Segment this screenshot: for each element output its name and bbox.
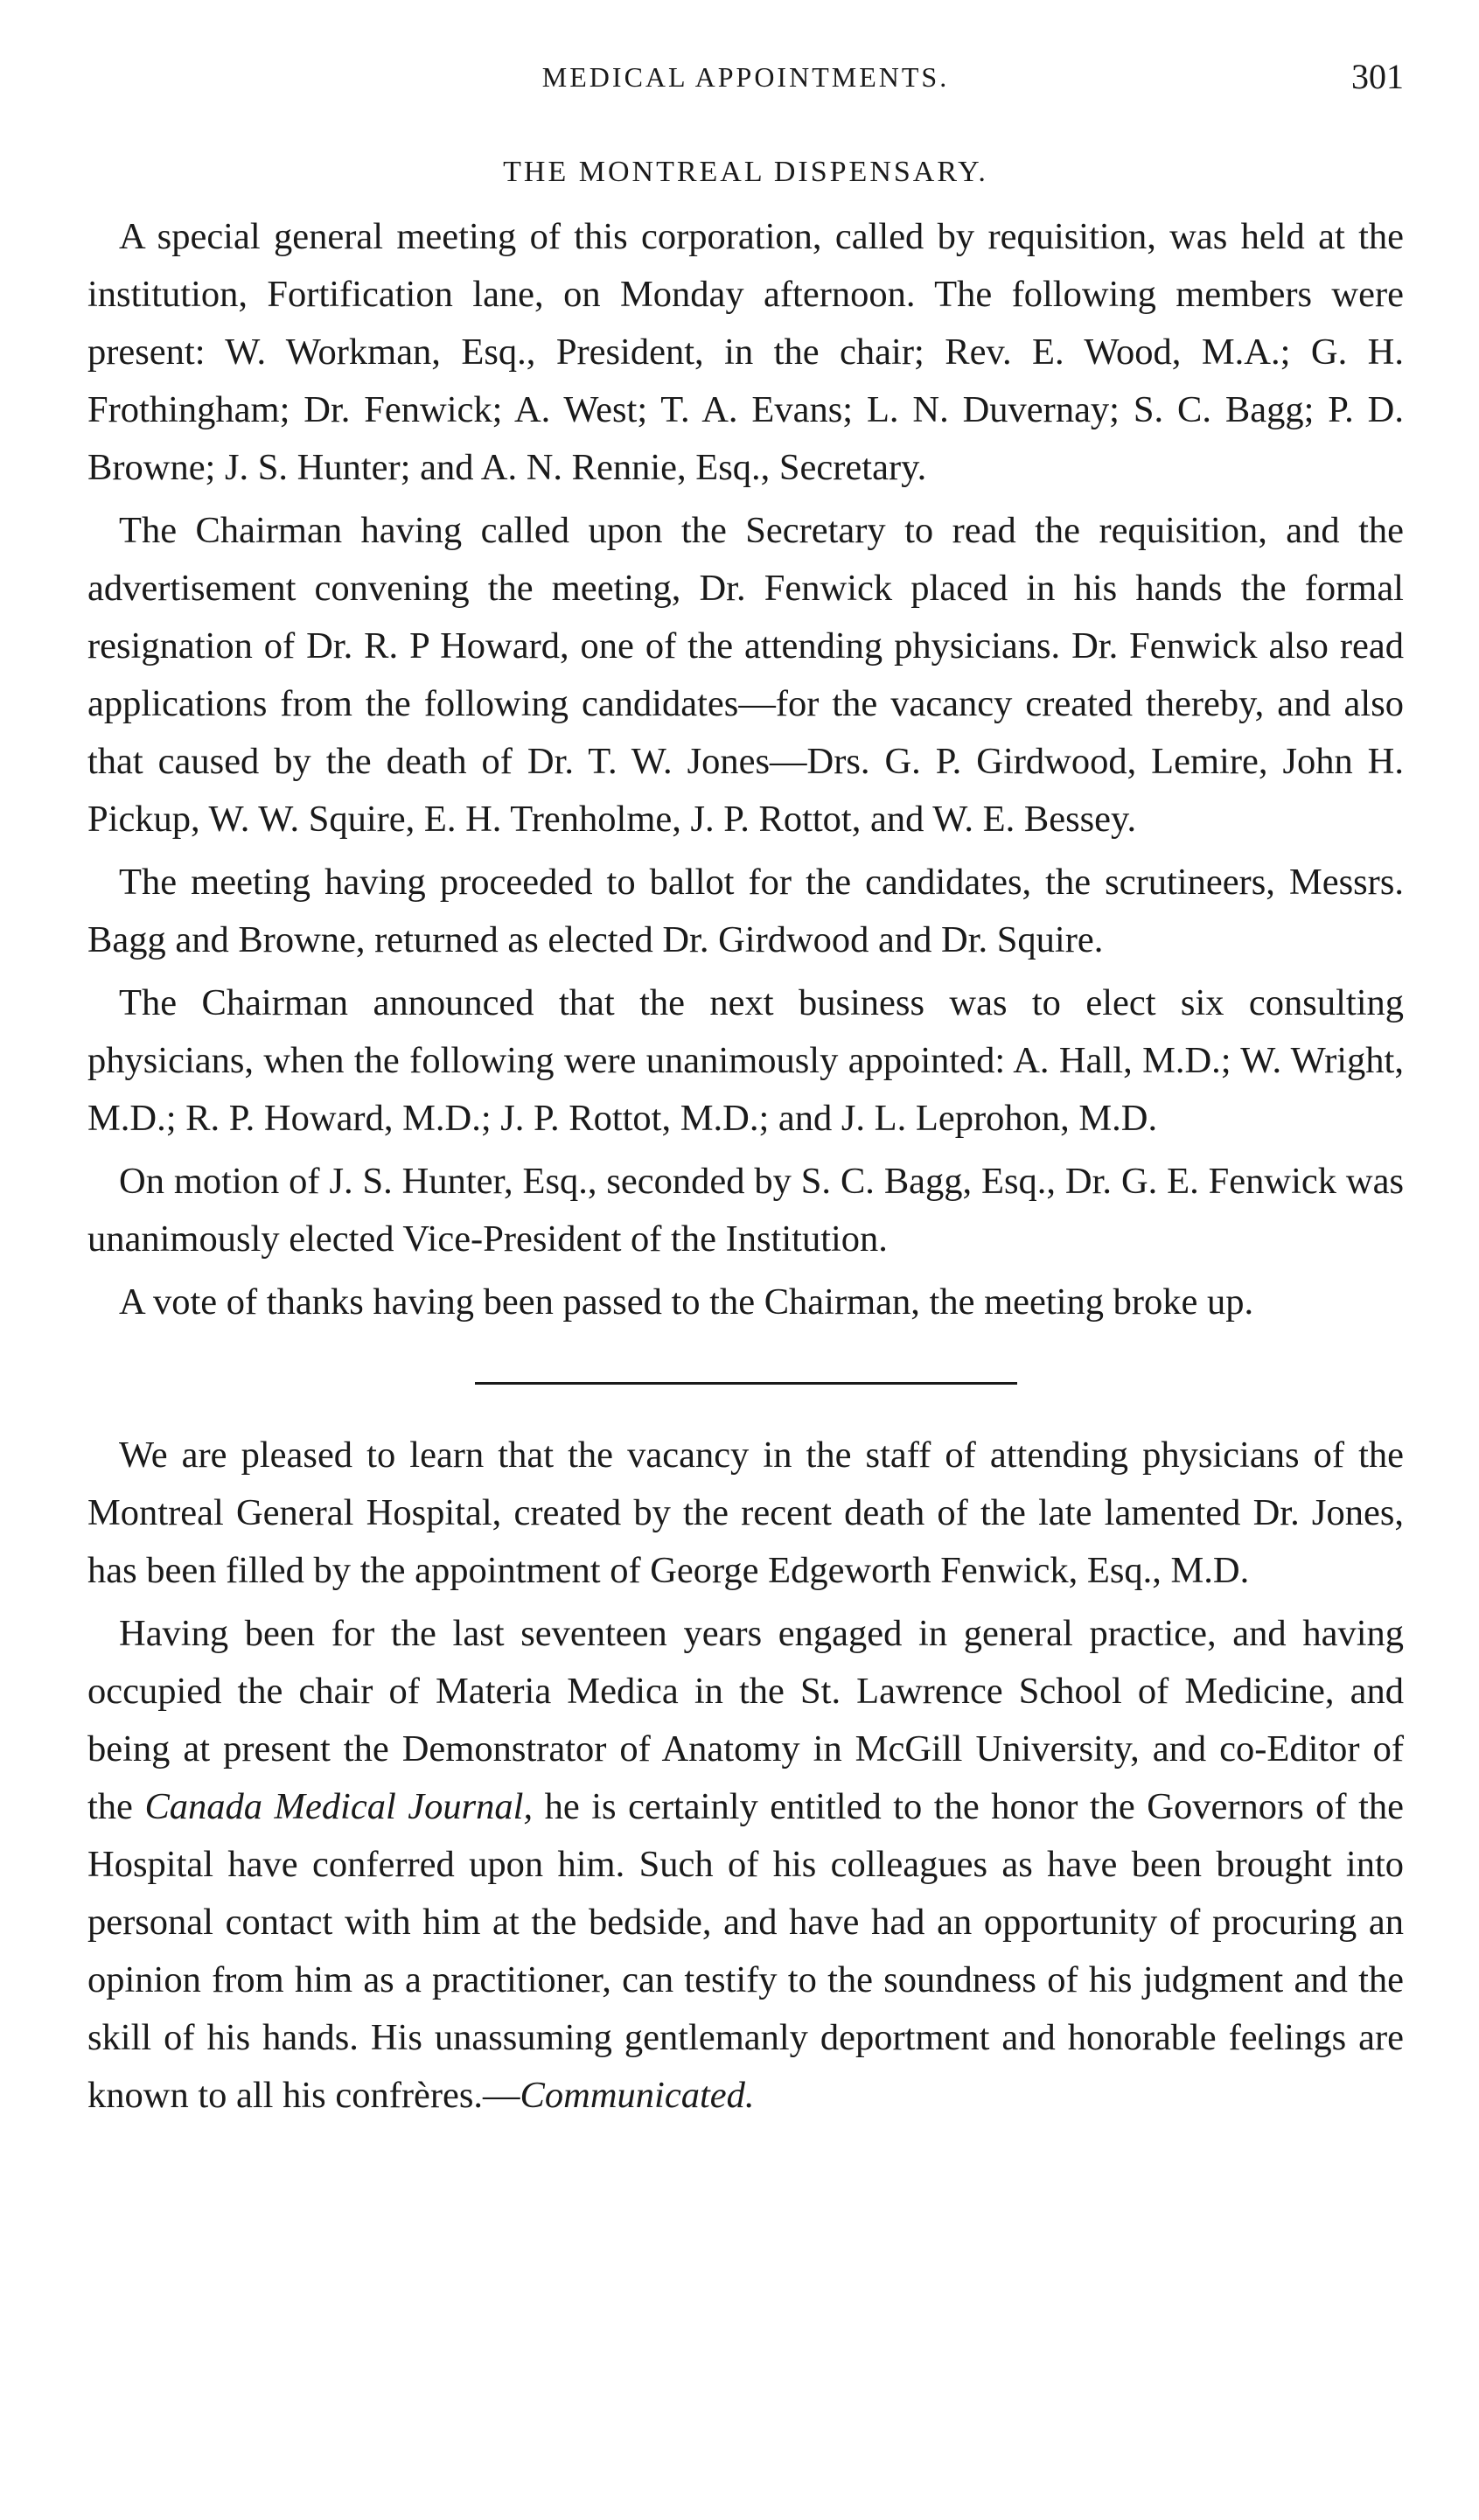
running-title: MEDICAL APPOINTMENTS.: [541, 61, 950, 93]
document-page: [87, 57, 1405, 2125]
article-hospital-appointment: [87, 1427, 1404, 2125]
paragraph-vote-of-thanks: A vote of thanks having been passed to the Chairman, the meeting broke up.: [119, 1281, 1254, 1323]
paragraph-appointment: We are pleased to learn that the vacancy in the staff of attending physicians of the Montreal General Hospital, created by the recent death of the late lamented Dr. Jones, has been filled by the appointment of George Edgeworth Fenwick, Esq., M.D.: [87, 1435, 1404, 1591]
paragraph-meeting: A special general meeting of this corporation, called by requisition, was held at the institution, Fortification lane, on Monday afternoon. The following members were present: W. Workman, Esq., President, in the chair; Rev. E. Wood, M.A.; G. H. Frothingham; Dr. Fenwick; A. West; T. A. Evans; L. N. Duvernay; S. C. Bagg; P. D. Browne; J. S. Hunter; and A. N. Rennie, Esq., Secretary.: [87, 216, 1404, 488]
paragraph-qualifications: [87, 1605, 1404, 2125]
section-title: THE MONTREAL DISPENSARY.: [503, 156, 988, 188]
signature: Communicated.: [520, 2075, 755, 2116]
section-divider: [475, 1382, 1017, 1385]
paragraph-vice-president: On motion of J. S. Hunter, Esq., seconded by S. C. Bagg, Esq., Dr. G. E. Fenwick was unanimously elected Vice-President of the Institution.: [87, 1161, 1404, 1260]
page-number: 301: [1351, 57, 1404, 96]
paragraph-ballot: The meeting having proceeded to ballot for the candidates, the scrutineers, Messrs. Bagg and Browne, returned as elected Dr. Girdwood and Dr. Squire.: [87, 862, 1404, 960]
journal-title: Canada Medical Journal,: [144, 1786, 534, 1827]
article-montreal-dispensary: [87, 156, 1404, 1331]
paragraph-requisition: The Chairman having called upon the Secretary to read the requisition, and the advertisement convening the meeting, Dr. Fenwick placed in his hands the formal resignation of Dr. R. P Howard, one of the attending physicians. Dr. Fenwick also read applications from the following candidates—for the vacancy created thereby, and also that caused by the death of Dr. T. W. Jones—Drs. G. P. Girdwood, Lemire, John H. Pickup, W. W. Squire, E. H. Trenholme, J. P. Rottot, and W. E. Bessey.: [87, 510, 1404, 840]
running-header: [87, 57, 1404, 114]
qualifications-text-start: Having been for the last seventeen years engaged in general practice, and having occupied the chair of Materia Medica in the St. Lawrence School of Medicine, and being at present the Demonstrator of Anatomy in McGill University, and co-Editor of the: [87, 1613, 1404, 1827]
qualifications-text-end: he is certainly entitled to the honor the Governors of the Hospital have conferred upon him. Such of his colleagues as have been brought into personal contact with him at the bedside, and have had an opportunity of procuring an opinion from him as a practitioner, can testify to the soundness of his judgment and the skill of his hands. His unassuming gentlemanly deportment and honorable feelings are known to all his confrères.—: [87, 1786, 1405, 2116]
paragraph-consulting-physicians: The Chairman announced that the next business was to elect six consulting physicians, when the following were unanimously appointed: A. Hall, M.D.; W. Wright, M.D.; R. P. Howard, M.D.; J. P. Rottot, M.D.; and J. L. Leprohon, M.D.: [87, 982, 1404, 1139]
